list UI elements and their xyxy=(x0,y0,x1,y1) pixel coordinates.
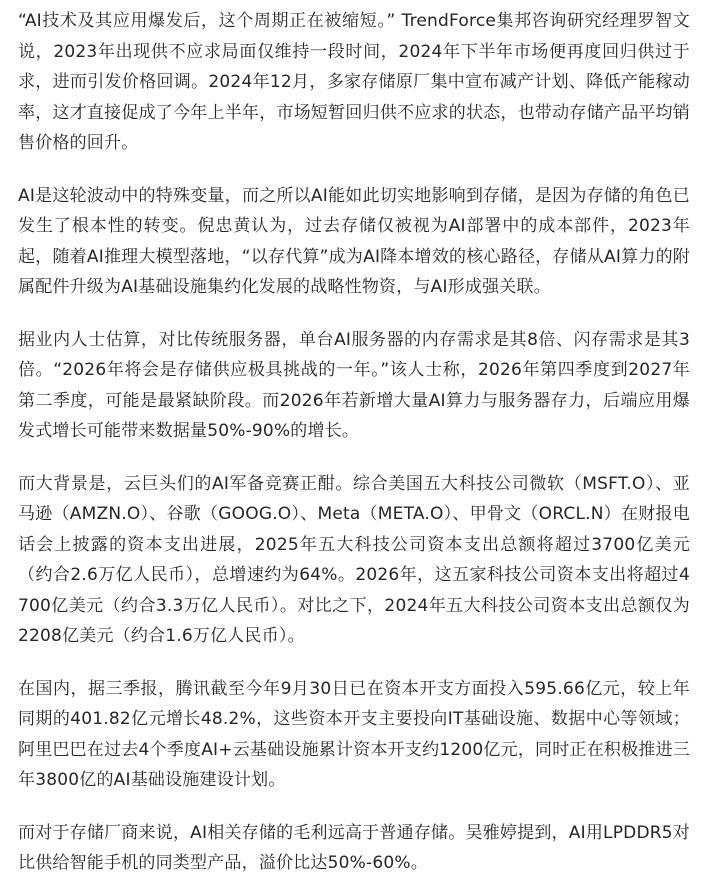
paragraph-storage-cycle: “AI技术及其应用爆发后，这个周期正在被缩短。” TrendForce集邦咨询研究经理罗智文说，2023年出现供不应求局面仅维持一段时间，2024年下半年市场便再度回归供过于求，进而引发价格回调。2024年12月，多家存储原厂集中宣布减产计划、降低产能稼动率，这才直接促成了今年上半年，市场短暂回归供不应求的状态，也带动存储产品平均销售价格的回升。 xyxy=(18,11,690,153)
paragraph-ai-variable: AI是这轮波动中的特殊变量，而之所以AI能如此切实地影响到存储，是因为存储的角色已发生了根本性的转变。倪忠黄认为，过去存储仅被视为AI部署中的成本部件，2023年起，随着AI推理大模型落地，“以存代算”成为AI降本增效的核心路径，存储从AI算力的附属配件升级为AI基础设施集约化发展的战略性物资，与AI形成强关联。 xyxy=(18,185,690,297)
article-body xyxy=(18,6,690,879)
paragraph-capex-race: 而大背景是，云巨头们的AI军备竞赛正酣。综合美国五大科技公司微软（MSFT.O）、亚马逊（AMZN.O）、谷歌（GOOG.O）、Meta（META.O）、甲骨文（ORCL.N）在财报电话会上披露的资本支出进展，2025年五大科技公司资本支出总额将超过3700亿美元（约合2.6万亿人民币），总增速约为64%。2026年，这五家科技公司资本支出将超过4700亿美元（约合3.3万亿人民币）。对比之下，2024年五大科技公司资本支出总额仅为2208亿美元（约合1.6万亿人民币）。 xyxy=(18,473,690,646)
paragraph-vendor-margins: 而对于存储厂商来说，AI相关存储的毛利远高于普通存储。吴雅婷提到，AI用LPDDR5对比供给智能手机的同类型产品，溢价比达50%-60%。 xyxy=(18,822,690,873)
paragraph-server-demand: 据业内人士估算，对比传统服务器，单台AI服务器的内存需求是其8倍、闪存需求是其3倍。“2026年将会是存储供应极具挑战的一年。”该人士称，2026年第四季度到2027年第二季度，可能是最紧缺阶段。而2026年若新增大量AI算力与服务器存力，后端应用爆发式增长可能带来数据量50%-90%的增长。 xyxy=(18,329,690,441)
paragraph-domestic-capex: 在国内，据三季报，腾讯截至今年9月30日已在资本开支方面投入595.66亿元，较上年同期的401.82亿元增长48.2%，这些资本开支主要投向IT基础设施、数据中心等领域；阿里巴巴在过去4个季度AI+云基础设施累计资本开支约1200亿元，同时正在积极推进三年3800亿的AI基础设施建设计划。 xyxy=(18,678,690,790)
